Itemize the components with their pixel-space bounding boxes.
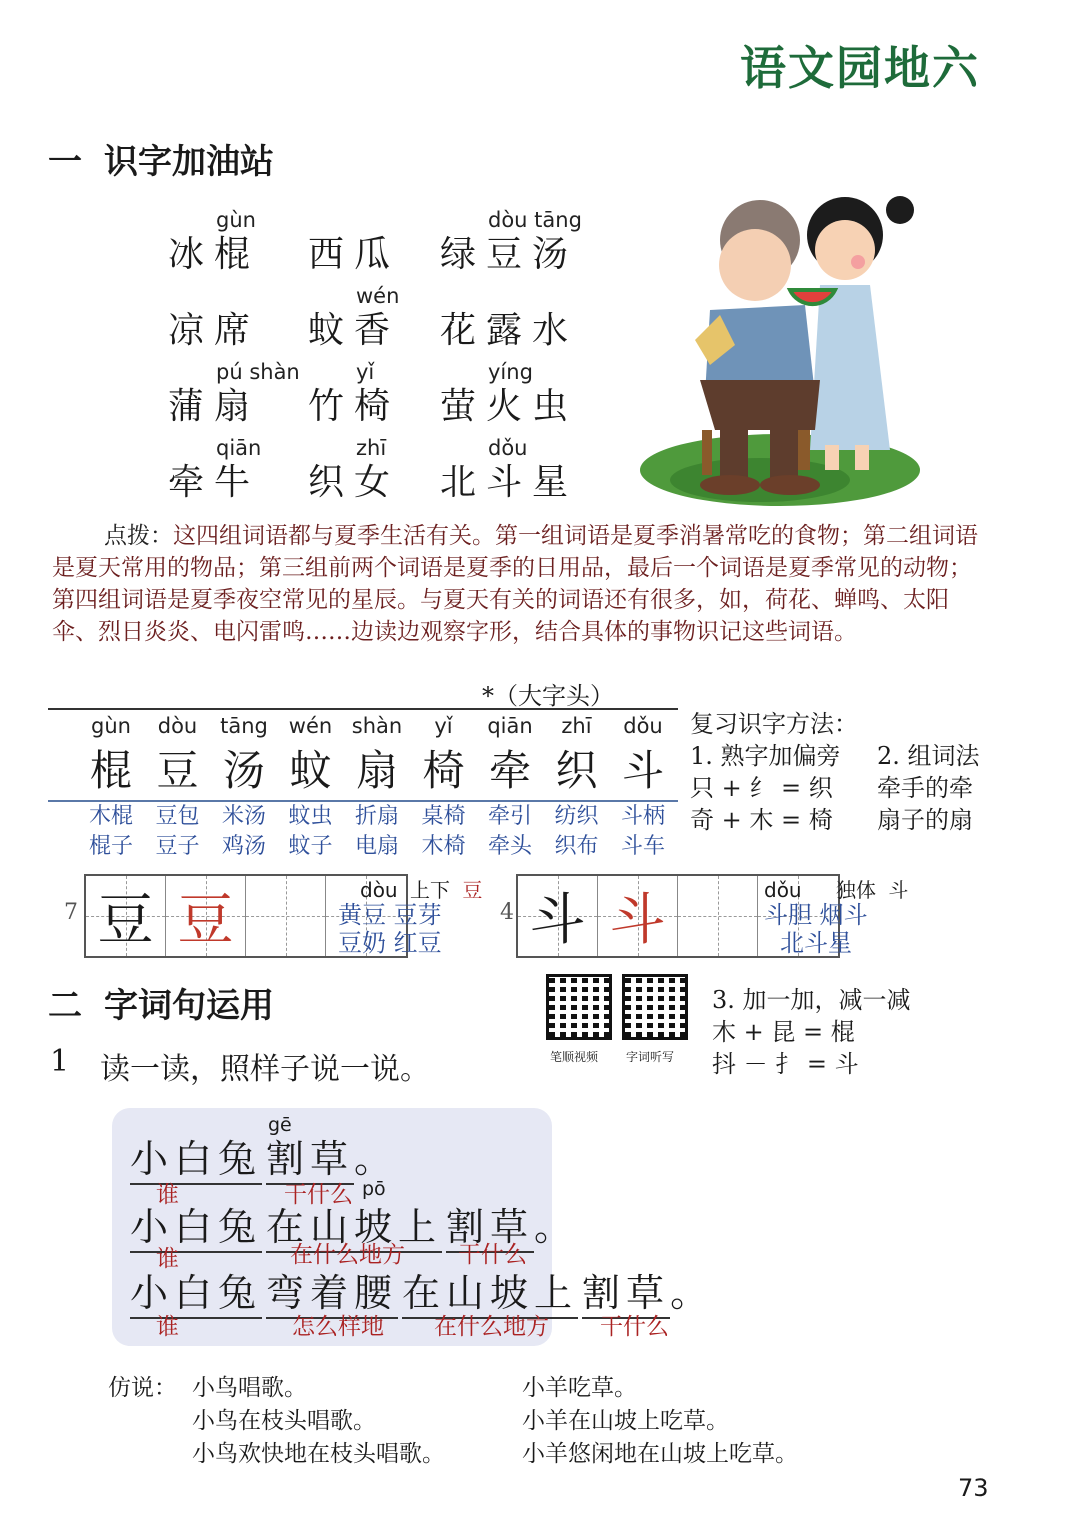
tip-lead: 点拨： <box>104 523 173 549</box>
grid-char-dou3-red: 斗 <box>609 888 666 953</box>
s1-label-who: 谁 <box>156 1182 179 1208</box>
new-char-word-2: 豆子 <box>155 834 200 859</box>
section1-number: 一 <box>48 142 82 182</box>
tip-text: 这四组词语都与夏季生活有关。第一组词语是夏季消暑常吃的食物；第二组词语是夏天常用的物品；第三组前两个词语是夏季的日用品，最后一个词语是夏季常见的动物；第四组词语是夏季夜空常见的星辰。与夏天有关的词语还有很多，如，荷花、蝉鸣、太阳伞、烈日炎炎、电闪雷鸣……边读边观察字形，结合具体的事物识记这些词语。 <box>52 523 978 645</box>
word-item: 绿豆汤 <box>440 234 579 275</box>
method-3: 3. 加一加，减一减 <box>712 986 911 1014</box>
exercise-title: 读一读，照样子说一说。 <box>100 1052 430 1087</box>
word-item: 西瓜 <box>308 234 401 275</box>
section2-title: 字词句运用 <box>104 986 274 1026</box>
word-item: 凉席 <box>168 310 261 351</box>
new-char-word-1: 桌椅 <box>421 804 466 829</box>
s3-where: 在山坡上 <box>402 1271 578 1319</box>
dou3-pinyin: dǒu <box>764 878 802 902</box>
sentence1-pinyin: gē <box>268 1114 292 1136</box>
new-char: 扇 <box>355 746 398 795</box>
page-number: 73 <box>958 1474 989 1502</box>
s2-label-where: 在什么地方 <box>290 1242 405 1268</box>
s1-label-do: 干什么 <box>284 1182 353 1208</box>
new-char-word-1: 豆包 <box>155 804 200 829</box>
dou3-words-2: 北斗星 <box>780 929 852 957</box>
word-pinyin: yíng <box>488 360 533 384</box>
dou3-words-1: 斗胆 烟斗 <box>764 901 868 929</box>
method-2-example-a: 牵手的牵 <box>877 774 973 802</box>
dou-words-2: 豆奶 红豆 <box>338 929 442 957</box>
new-char-word-2: 棍子 <box>88 834 133 859</box>
stroke-count-dou: 7 <box>64 900 78 925</box>
imitate-right-3: 小羊悠闲地在山坡上吃草。 <box>522 1441 798 1467</box>
sentence2-pinyin: pō <box>362 1178 386 1200</box>
word-item: 竹椅 <box>308 386 401 427</box>
dou-words-1: 黄豆 豆芽 <box>338 901 442 929</box>
new-char-word-2: 电扇 <box>354 834 399 859</box>
imitate-right-1: 小羊吃草。 <box>522 1375 637 1401</box>
word-pinyin: qiān <box>216 436 262 460</box>
new-char: 牵 <box>488 746 531 795</box>
word-pinyin: dòu tāng <box>488 208 582 232</box>
new-char-word-1: 斗柄 <box>620 804 665 829</box>
s2-where: 在山坡上 <box>266 1205 442 1253</box>
new-char-pinyin: dòu <box>157 714 198 738</box>
grid-char-dou3: 斗 <box>529 888 586 953</box>
sentence-1 <box>130 1128 398 1183</box>
s2-label-do: 干什么 <box>458 1242 527 1268</box>
new-char-word-2: 斗车 <box>620 834 665 859</box>
new-char-pinyin: tāng <box>220 714 268 738</box>
tip-paragraph <box>52 520 992 648</box>
s1-do: 割草 <box>266 1137 354 1185</box>
s3-who: 小白兔 <box>130 1271 262 1319</box>
dou-pinyin: dòu <box>360 878 398 902</box>
word-item: 蒲扇 <box>168 386 261 427</box>
method-1: 1. 熟字加偏旁 <box>690 742 841 770</box>
new-char-word-1: 牵引 <box>487 804 532 829</box>
s2-label-who: 谁 <box>156 1246 179 1272</box>
imitate-lead: 仿说： <box>108 1375 177 1401</box>
new-char: 椅 <box>422 746 465 795</box>
method-3-example-a: 木 + 昆 = 棍 <box>712 1018 855 1046</box>
new-char: 豆 <box>156 746 199 795</box>
new-char: 斗 <box>621 746 664 795</box>
section2-heading <box>48 978 274 1027</box>
new-char-word-1: 折扇 <box>354 804 399 829</box>
word-item: 织女 <box>308 462 401 503</box>
new-char-pinyin: wén <box>288 714 333 738</box>
method-1-example-a: 只 + 纟 = 织 <box>690 774 833 802</box>
new-char-word-2: 牵头 <box>487 834 532 859</box>
qr-code-dictation[interactable] <box>622 974 688 1040</box>
new-char-pinyin: dǒu <box>623 714 663 738</box>
qr-code-stroke-video[interactable] <box>546 974 612 1040</box>
word-item: 北斗星 <box>440 462 579 503</box>
exercise-number: 1 <box>50 1044 70 1079</box>
s3-how: 弯着腰 <box>266 1271 398 1319</box>
word-pinyin: dǒu <box>488 436 528 460</box>
new-char-word-2: 蚊子 <box>288 834 333 859</box>
grid-char-dou: 豆 <box>97 888 154 953</box>
method-3-example-b: 抖 － 扌 = 斗 <box>712 1050 859 1078</box>
s3-end: 。 <box>670 1271 715 1315</box>
word-item: 牵牛 <box>168 462 261 503</box>
new-char-word-1: 纺织 <box>554 804 599 829</box>
new-char: 棍 <box>89 746 132 795</box>
method-1-example-b: 奇 + 木 = 椅 <box>690 806 833 834</box>
new-char-pinyin: qiān <box>487 714 533 738</box>
s3-do: 割草 <box>582 1271 670 1319</box>
page-title: 语文园地六 <box>740 41 980 95</box>
section1-title: 识字加油站 <box>104 142 274 182</box>
new-char-pinyin: zhī <box>561 714 592 738</box>
new-char-pinyin: yǐ <box>434 714 453 738</box>
dou-info <box>360 874 482 903</box>
s1-who: 小白兔 <box>130 1137 262 1185</box>
new-char: 汤 <box>222 746 265 795</box>
word-pinyin: pú shàn <box>216 360 300 384</box>
grandma-girl-illustration <box>640 180 925 510</box>
new-char-word-1: 木棍 <box>88 804 133 829</box>
dou-radical: 豆 <box>462 878 483 902</box>
table-top-rule <box>48 708 678 710</box>
word-item: 蚊香 <box>308 310 401 351</box>
s2-who: 小白兔 <box>130 1205 262 1253</box>
new-char: 蚊 <box>289 746 332 795</box>
qr-label-dictation: 字词听写 <box>626 1050 675 1064</box>
section1-heading <box>48 134 274 183</box>
word-item: 萤火虫 <box>440 386 579 427</box>
new-char-pinyin: shàn <box>351 714 403 738</box>
imitate-left-3: 小鸟欢快地在枝头唱歌。 <box>192 1441 445 1467</box>
s3-label-who: 谁 <box>156 1314 179 1340</box>
stroke-count-dou3: 4 <box>500 900 514 925</box>
qr-label-stroke-video: 笔顺视频 <box>550 1050 599 1064</box>
s1-end: 。 <box>354 1137 399 1181</box>
new-char-word-2: 鸡汤 <box>221 834 266 859</box>
word-pinyin: gùn <box>216 208 256 232</box>
method-2: 2. 组词法 <box>877 742 980 770</box>
word-pinyin: zhī <box>356 436 387 460</box>
s3-label-do: 干什么 <box>600 1314 669 1340</box>
imitate-right-2: 小羊在山坡上吃草。 <box>522 1408 729 1434</box>
grid-char-dou-red: 豆 <box>177 888 234 953</box>
word-item: 花露水 <box>440 310 579 351</box>
section2-number: 二 <box>48 986 82 1026</box>
word-item: 冰棍 <box>168 234 261 275</box>
s3-label-where: 在什么地方 <box>434 1314 549 1340</box>
word-pinyin: yǐ <box>356 360 375 384</box>
new-char-word-1: 蚊虫 <box>288 804 333 829</box>
s2-do: 割草 <box>446 1205 534 1253</box>
dou3-structure: 独体 <box>835 878 876 902</box>
s2-end: 。 <box>534 1205 579 1249</box>
s3-label-how: 怎么样地 <box>292 1314 384 1340</box>
dou-structure: 上下 <box>409 878 450 902</box>
method-title: 复习识字方法： <box>690 710 858 738</box>
new-char-pinyin: gùn <box>91 714 131 738</box>
method-2-example-b: 扇子的扇 <box>877 806 973 834</box>
radical-note: *（大字头） <box>482 682 614 710</box>
dou3-radical: 斗 <box>888 878 909 902</box>
new-char: 织 <box>555 746 598 795</box>
dou3-info <box>764 874 908 903</box>
imitate-left-2: 小鸟在枝头唱歌。 <box>192 1408 376 1434</box>
imitate-left-1: 小鸟唱歌。 <box>192 1375 307 1401</box>
new-char-word-2: 木椅 <box>421 834 466 859</box>
word-pinyin: wén <box>356 284 400 308</box>
new-char-word-2: 织布 <box>554 834 599 859</box>
new-char-word-1: 米汤 <box>221 804 266 829</box>
